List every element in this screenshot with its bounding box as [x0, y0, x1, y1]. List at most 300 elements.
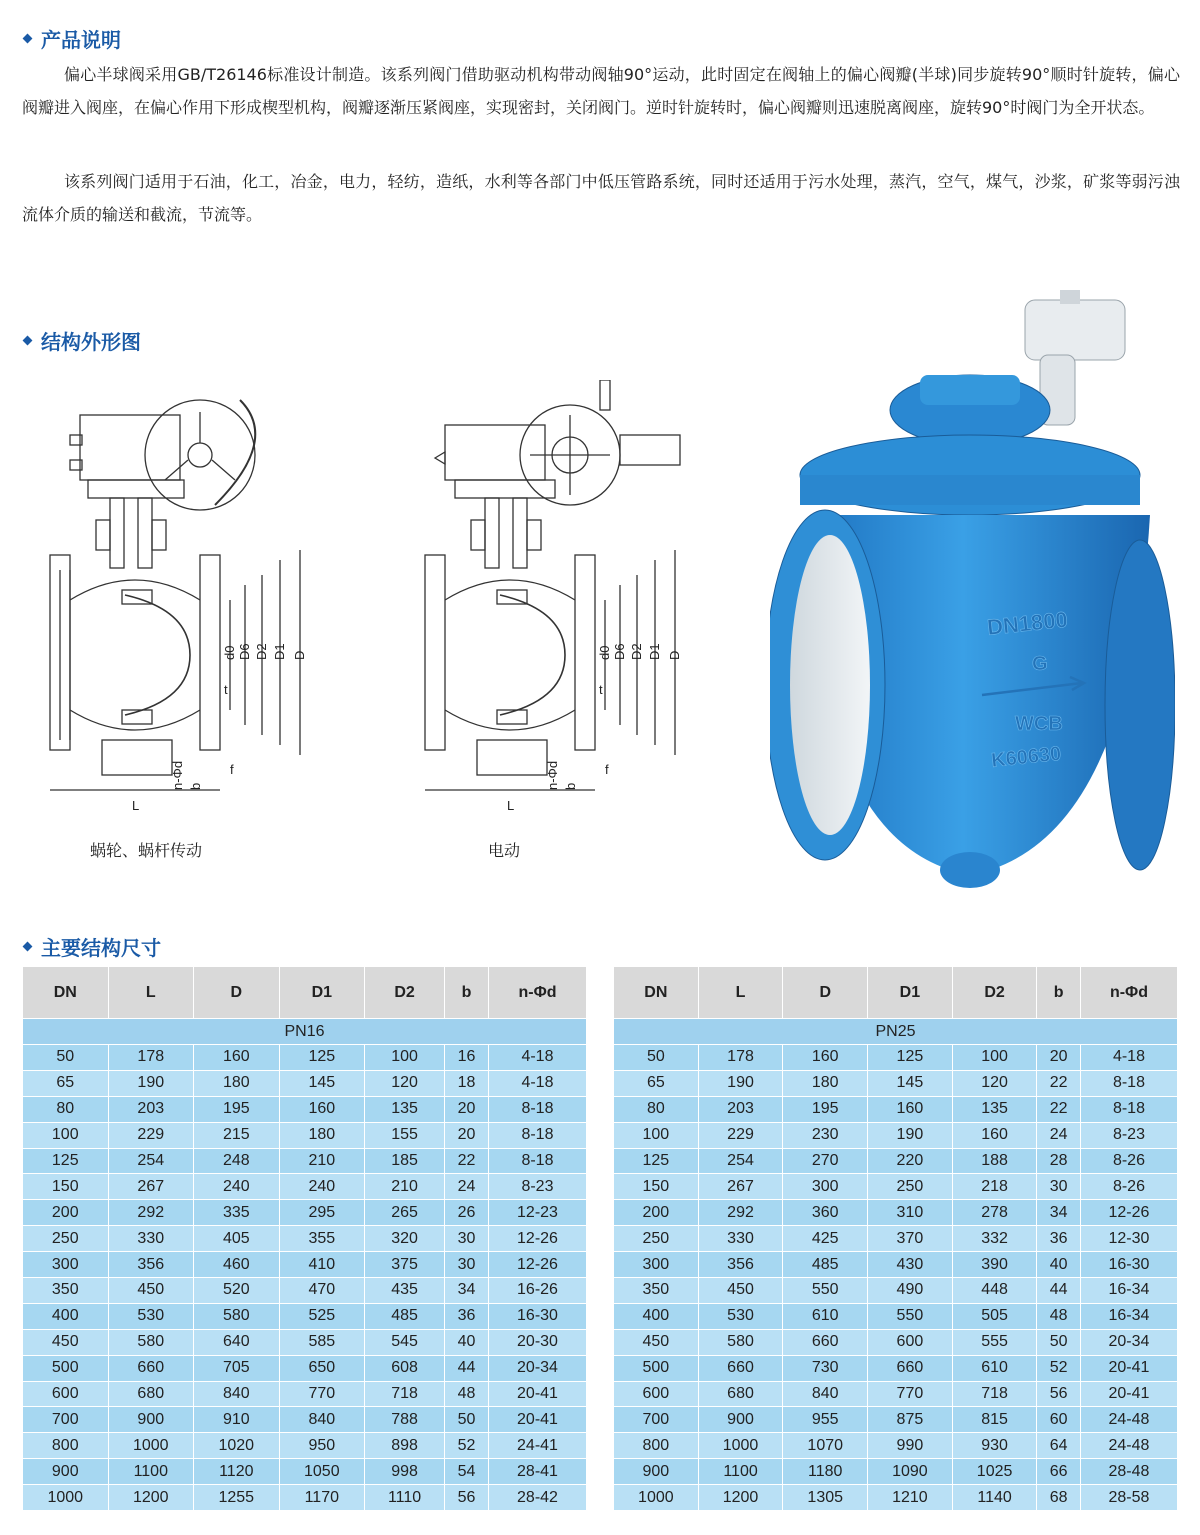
table-cell: 220	[868, 1148, 953, 1174]
dim-label-D: D	[667, 650, 682, 660]
table-cell: 8-18	[1080, 1070, 1177, 1096]
table-cell: 50	[445, 1407, 489, 1433]
table-cell: 254	[698, 1148, 783, 1174]
table-cell: 375	[365, 1252, 445, 1278]
table-cell: 16-34	[1080, 1303, 1177, 1329]
table-row	[614, 1122, 1178, 1148]
table-row	[23, 1148, 587, 1174]
table-cell: 900	[108, 1407, 194, 1433]
table-cell: 350	[23, 1278, 109, 1304]
table-cell: 229	[698, 1122, 783, 1148]
table-cell: 660	[698, 1355, 783, 1381]
diamond-bullet-icon	[23, 942, 33, 952]
table-cell: 292	[698, 1200, 783, 1226]
dim-label-b: b	[563, 782, 578, 790]
table-row	[614, 1459, 1178, 1485]
table-cell: 355	[279, 1226, 365, 1252]
table-cell: 610	[783, 1303, 868, 1329]
column-header: D	[783, 967, 868, 1019]
dim-label-f: f	[605, 762, 609, 777]
table-cell: 640	[194, 1329, 280, 1355]
table-cell: 66	[1037, 1459, 1081, 1485]
table-cell: 360	[783, 1200, 868, 1226]
table-cell: 36	[445, 1303, 489, 1329]
table-cell: 700	[23, 1407, 109, 1433]
table-cell: 900	[23, 1459, 109, 1485]
table-cell: 20	[1037, 1045, 1081, 1071]
column-header: D2	[365, 967, 445, 1019]
table-cell: 22	[1037, 1096, 1081, 1122]
table-cell: 178	[698, 1045, 783, 1071]
table-cell: 30	[445, 1226, 489, 1252]
table-cell: 1100	[698, 1459, 783, 1485]
table-cell: 875	[868, 1407, 953, 1433]
table-cell: 705	[194, 1355, 280, 1381]
table-cell: 56	[445, 1485, 489, 1511]
table-header-row	[614, 967, 1178, 1019]
table-cell: 470	[279, 1278, 365, 1304]
table-cell: 330	[108, 1226, 194, 1252]
table-cell: 530	[698, 1303, 783, 1329]
table-cell: 210	[279, 1148, 365, 1174]
intro-paragraph-1: 偏心半球阀采用GB/T26146标准设计制造。该系列阀门借助驱动机构带动阀轴90°运动，此时固定在阀轴上的偏心阀瓣(半球)同步旋转90°顺时针旋转，偏心阀瓣进入阀座，在偏心作用下形成楔型机构，阀瓣逐渐压紧阀座，实现密封，关闭阀门。逆时针旋转时，偏心阀瓣则迅速脱离阀座，旋转90°时阀门为全开状态。	[22, 65, 1180, 117]
table-cell: 56	[1037, 1381, 1081, 1407]
table-cell: 295	[279, 1200, 365, 1226]
table-cell: 80	[614, 1096, 699, 1122]
table-cell: 80	[23, 1096, 109, 1122]
cast-marking-g: G	[1032, 653, 1048, 675]
table-row	[23, 1329, 587, 1355]
table-row	[614, 1433, 1178, 1459]
table-cell: 370	[868, 1226, 953, 1252]
table-cell: 900	[614, 1459, 699, 1485]
table-cell: 200	[23, 1200, 109, 1226]
diamond-bullet-icon	[23, 336, 33, 346]
table-cell: 815	[952, 1407, 1037, 1433]
table-cell: 190	[108, 1070, 194, 1096]
diamond-bullet-icon	[23, 34, 33, 44]
table-cell: 400	[23, 1303, 109, 1329]
table-cell: 210	[365, 1174, 445, 1200]
dim-label-n-phid: n-Φd	[545, 760, 560, 790]
table-cell: 50	[614, 1045, 699, 1071]
intro-paragraph-2: 该系列阀门适用于石油，化工，冶金，电力，轻纺，造纸，水利等各部门中低压管路系统，同时还适用于污水处理，蒸汽，空气，煤气，沙浆，矿浆等弱污浊流体介质的输送和截流，节流等。	[22, 172, 1180, 224]
table-row	[23, 1278, 587, 1304]
table-cell: 250	[614, 1226, 699, 1252]
table-row	[614, 1045, 1178, 1071]
table-cell: 660	[868, 1355, 953, 1381]
table-cell: 120	[365, 1070, 445, 1096]
table-cell: 28-58	[1080, 1485, 1177, 1511]
table-row	[614, 1174, 1178, 1200]
table-cell: 955	[783, 1407, 868, 1433]
column-header: DN	[614, 967, 699, 1019]
table-cell: 425	[783, 1226, 868, 1252]
table-cell: 718	[952, 1381, 1037, 1407]
table-cell: 150	[614, 1174, 699, 1200]
table-cell: 12-26	[1080, 1200, 1177, 1226]
table-cell: 450	[23, 1329, 109, 1355]
table-cell: 155	[365, 1122, 445, 1148]
table-cell: 356	[108, 1252, 194, 1278]
dim-label-D6: D6	[612, 643, 627, 660]
table-cell: 20-34	[488, 1355, 586, 1381]
table-cell: 195	[194, 1096, 280, 1122]
column-header: b	[1037, 967, 1081, 1019]
table-cell: 450	[108, 1278, 194, 1304]
table-cell: 188	[952, 1148, 1037, 1174]
table-cell: 1255	[194, 1485, 280, 1511]
worm-gear-drawing	[40, 380, 330, 820]
table-cell: 28-48	[1080, 1459, 1177, 1485]
table-cell: 145	[279, 1070, 365, 1096]
table-cell: 405	[194, 1226, 280, 1252]
table-cell: 320	[365, 1226, 445, 1252]
table-cell: 16-30	[488, 1303, 586, 1329]
table-cell: 100	[952, 1045, 1037, 1071]
table-cell: 1180	[783, 1459, 868, 1485]
table-cell: 30	[445, 1252, 489, 1278]
actuator-outline	[445, 425, 545, 480]
table-cell: 4-18	[488, 1045, 586, 1071]
dim-label-t: t	[599, 682, 603, 697]
table-cell: 254	[108, 1148, 194, 1174]
table-cell: 22	[1037, 1070, 1081, 1096]
table-cell: 20	[445, 1096, 489, 1122]
table-cell: 30	[1037, 1174, 1081, 1200]
table-cell: 125	[614, 1148, 699, 1174]
column-header: b	[445, 967, 489, 1019]
table-cell: 12-30	[1080, 1226, 1177, 1252]
column-header: D1	[868, 967, 953, 1019]
table-cell: 332	[952, 1226, 1037, 1252]
table-row	[23, 1355, 587, 1381]
table-cell: 240	[194, 1174, 280, 1200]
section-title-structure	[22, 326, 141, 355]
table-cell: 770	[868, 1381, 953, 1407]
table-cell: 435	[365, 1278, 445, 1304]
table-cell: 550	[783, 1278, 868, 1304]
table-cell: 68	[1037, 1485, 1081, 1511]
table-cell: 900	[698, 1407, 783, 1433]
table-cell: 20-30	[488, 1329, 586, 1355]
table-cell: 195	[783, 1096, 868, 1122]
valve-photo	[770, 285, 1175, 895]
table-cell: 898	[365, 1433, 445, 1459]
table-cell: 64	[1037, 1433, 1081, 1459]
table-header-row	[23, 967, 587, 1019]
table-cell: 788	[365, 1407, 445, 1433]
table-cell: 12-23	[488, 1200, 586, 1226]
table-cell: 24-41	[488, 1433, 586, 1459]
table-cell: 267	[108, 1174, 194, 1200]
section-title-structure-text: 结构外形图	[41, 330, 141, 354]
table-row	[23, 1459, 587, 1485]
table-cell: 215	[194, 1122, 280, 1148]
electric-caption: 电动	[488, 841, 521, 860]
table-row	[23, 1045, 587, 1071]
table-cell: 840	[783, 1381, 868, 1407]
table-cell: 1170	[279, 1485, 365, 1511]
table-cell: 300	[23, 1252, 109, 1278]
dim-label-D6: D6	[237, 643, 252, 660]
table-cell: 520	[194, 1278, 280, 1304]
table-cell: 730	[783, 1355, 868, 1381]
table-cell: 44	[445, 1355, 489, 1381]
table-cell: 24	[1037, 1122, 1081, 1148]
column-header: L	[698, 967, 783, 1019]
table-cell: 125	[868, 1045, 953, 1071]
table-row	[614, 1200, 1178, 1226]
table-cell: 608	[365, 1355, 445, 1381]
table-cell: 250	[23, 1226, 109, 1252]
dim-label-D: D	[292, 650, 307, 660]
table-cell: 1000	[698, 1433, 783, 1459]
table-cell: 350	[614, 1278, 699, 1304]
table-cell: 265	[365, 1200, 445, 1226]
table-cell: 65	[23, 1070, 109, 1096]
table-cell: 610	[952, 1355, 1037, 1381]
table-cell: 292	[108, 1200, 194, 1226]
table-cell: 545	[365, 1329, 445, 1355]
table-cell: 1020	[194, 1433, 280, 1459]
section-title-dimensions-text: 主要结构尺寸	[41, 936, 161, 960]
table-cell: 600	[614, 1381, 699, 1407]
table-row	[23, 1122, 587, 1148]
table-cell: 1090	[868, 1459, 953, 1485]
table-cell: 36	[1037, 1226, 1081, 1252]
table-cell: 4-18	[488, 1070, 586, 1096]
table-row	[614, 1355, 1178, 1381]
table-row	[23, 1096, 587, 1122]
table-cell: 1210	[868, 1485, 953, 1511]
dim-label-d0: d0	[222, 645, 237, 660]
table-row	[614, 1252, 1178, 1278]
table-cell: 1110	[365, 1485, 445, 1511]
table-cell: 230	[783, 1122, 868, 1148]
table-row	[23, 1303, 587, 1329]
table-cell: 1000	[108, 1433, 194, 1459]
table-cell: 990	[868, 1433, 953, 1459]
table-cell: 500	[614, 1355, 699, 1381]
table-cell: 585	[279, 1329, 365, 1355]
table-row	[614, 1329, 1178, 1355]
table-cell: 550	[868, 1303, 953, 1329]
table-cell: 16	[445, 1045, 489, 1071]
table-row	[614, 1407, 1178, 1433]
table-cell: 48	[445, 1381, 489, 1407]
dim-label-f: f	[230, 762, 234, 777]
table-cell: 1200	[108, 1485, 194, 1511]
table-cell: 650	[279, 1355, 365, 1381]
table-cell: 8-18	[1080, 1096, 1177, 1122]
column-header: n-Φd	[488, 967, 586, 1019]
table-cell: 12-26	[488, 1252, 586, 1278]
table-cell: 600	[868, 1329, 953, 1355]
table-row	[614, 1278, 1178, 1304]
table-cell: 1050	[279, 1459, 365, 1485]
table-cell: 770	[279, 1381, 365, 1407]
table-cell: 50	[23, 1045, 109, 1071]
table-row	[23, 1070, 587, 1096]
table-row	[23, 1200, 587, 1226]
table-cell: 410	[279, 1252, 365, 1278]
table-cell: 450	[614, 1329, 699, 1355]
table-cell: 300	[614, 1252, 699, 1278]
table-cell: 555	[952, 1329, 1037, 1355]
column-header: D2	[952, 967, 1037, 1019]
table-cell: 485	[365, 1303, 445, 1329]
table-cell: 800	[23, 1433, 109, 1459]
column-header: n-Φd	[1080, 967, 1177, 1019]
section-title-intro-text: 产品说明	[41, 28, 121, 52]
table-cell: 450	[698, 1278, 783, 1304]
table-cell: 180	[279, 1122, 365, 1148]
table-row	[23, 1226, 587, 1252]
table-cell: 20	[445, 1122, 489, 1148]
table-cell: 100	[365, 1045, 445, 1071]
table-cell: 180	[783, 1070, 868, 1096]
table-cell: 1000	[23, 1485, 109, 1511]
table-cell: 1200	[698, 1485, 783, 1511]
dim-label-t: t	[224, 682, 228, 697]
dim-label-D2: D2	[629, 643, 644, 660]
pressure-class-row	[614, 1019, 1178, 1045]
table-cell: 180	[194, 1070, 280, 1096]
table-cell: 160	[868, 1096, 953, 1122]
table-cell: 34	[445, 1278, 489, 1304]
table-row	[614, 1226, 1178, 1252]
table-cell: 505	[952, 1303, 1037, 1329]
table-row	[23, 1174, 587, 1200]
table-cell: 34	[1037, 1200, 1081, 1226]
table-cell: 22	[445, 1148, 489, 1174]
table-cell: 660	[108, 1355, 194, 1381]
table-cell: 52	[445, 1433, 489, 1459]
table-cell: 530	[108, 1303, 194, 1329]
pressure-class-row	[23, 1019, 587, 1045]
valve-bore	[790, 535, 870, 835]
table-cell: 120	[952, 1070, 1037, 1096]
table-cell: 218	[952, 1174, 1037, 1200]
table-cell: 680	[698, 1381, 783, 1407]
pn25-table	[613, 966, 1178, 1511]
table-cell: 135	[952, 1096, 1037, 1122]
table-row	[614, 1148, 1178, 1174]
table-cell: 52	[1037, 1355, 1081, 1381]
worm-gear-caption: 蜗轮、蜗杆传动	[90, 841, 203, 860]
pressure-class-label: PN25	[614, 1019, 1178, 1045]
cast-marking-material: WCB	[1015, 713, 1063, 735]
table-cell: 248	[194, 1148, 280, 1174]
table-cell: 660	[783, 1329, 868, 1355]
table-cell: 203	[108, 1096, 194, 1122]
table-cell: 178	[108, 1045, 194, 1071]
table-cell: 1070	[783, 1433, 868, 1459]
table-cell: 278	[952, 1200, 1037, 1226]
dim-label-D2: D2	[254, 643, 269, 660]
table-cell: 840	[194, 1381, 280, 1407]
table-row	[23, 1485, 587, 1511]
table-cell: 185	[365, 1148, 445, 1174]
table-cell: 229	[108, 1122, 194, 1148]
pressure-class-label: PN16	[23, 1019, 587, 1045]
table-row	[23, 1433, 587, 1459]
table-row	[614, 1485, 1178, 1511]
table-cell: 580	[194, 1303, 280, 1329]
table-cell: 600	[23, 1381, 109, 1407]
table-row	[23, 1381, 587, 1407]
table-cell: 8-18	[488, 1122, 586, 1148]
table-cell: 330	[698, 1226, 783, 1252]
table-cell: 20-41	[1080, 1355, 1177, 1381]
table-cell: 485	[783, 1252, 868, 1278]
table-cell: 1305	[783, 1485, 868, 1511]
table-cell: 24	[445, 1174, 489, 1200]
table-cell: 310	[868, 1200, 953, 1226]
table-cell: 48	[1037, 1303, 1081, 1329]
table-row	[614, 1096, 1178, 1122]
table-cell: 700	[614, 1407, 699, 1433]
actuator-housing	[1025, 300, 1125, 360]
table-cell: 8-18	[488, 1148, 586, 1174]
table-cell: 16-34	[1080, 1278, 1177, 1304]
table-cell: 145	[868, 1070, 953, 1096]
section-title-dimensions	[22, 932, 161, 961]
table-cell: 18	[445, 1070, 489, 1096]
table-cell: 20-41	[1080, 1381, 1177, 1407]
table-cell: 998	[365, 1459, 445, 1485]
table-cell: 60	[1037, 1407, 1081, 1433]
table-cell: 240	[279, 1174, 365, 1200]
table-cell: 20-41	[488, 1407, 586, 1433]
cast-marking-code: K60630	[990, 742, 1063, 772]
table-cell: 950	[279, 1433, 365, 1459]
column-header: DN	[23, 967, 109, 1019]
table-cell: 190	[698, 1070, 783, 1096]
table-cell: 490	[868, 1278, 953, 1304]
table-cell: 125	[23, 1148, 109, 1174]
table-cell: 100	[23, 1122, 109, 1148]
table-cell: 100	[614, 1122, 699, 1148]
table-cell: 20-41	[488, 1381, 586, 1407]
table-cell: 65	[614, 1070, 699, 1096]
cast-marking-dn: DN1800	[985, 606, 1069, 640]
column-header: D	[194, 967, 280, 1019]
table-cell: 460	[194, 1252, 280, 1278]
table-cell: 28-42	[488, 1485, 586, 1511]
table-cell: 24-48	[1080, 1407, 1177, 1433]
table-cell: 160	[194, 1045, 280, 1071]
table-cell: 16-30	[1080, 1252, 1177, 1278]
table-cell: 16-26	[488, 1278, 586, 1304]
table-cell: 160	[279, 1096, 365, 1122]
table-cell: 718	[365, 1381, 445, 1407]
dim-label-L: L	[132, 798, 140, 813]
table-row	[23, 1252, 587, 1278]
table-cell: 135	[365, 1096, 445, 1122]
table-cell: 150	[23, 1174, 109, 1200]
table-cell: 125	[279, 1045, 365, 1071]
table-cell: 1120	[194, 1459, 280, 1485]
table-cell: 40	[445, 1329, 489, 1355]
table-cell: 200	[614, 1200, 699, 1226]
table-cell: 8-23	[1080, 1122, 1177, 1148]
table-row	[614, 1303, 1178, 1329]
table-cell: 525	[279, 1303, 365, 1329]
table-cell: 335	[194, 1200, 280, 1226]
table-cell: 400	[614, 1303, 699, 1329]
